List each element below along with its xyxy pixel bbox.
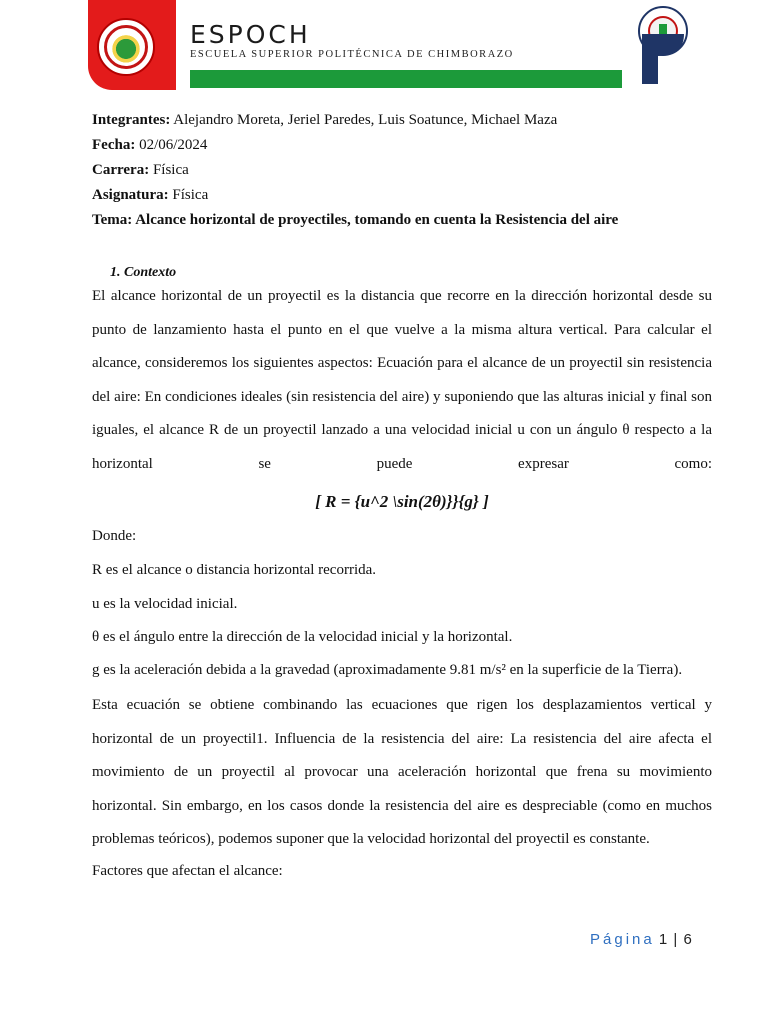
carrera-value: Física	[149, 162, 189, 178]
carrera-line	[92, 162, 189, 179]
definition-g: g es la aceleración debida a la gravedad (aproximadamente 9.81 m/s² en la superficie de la Tierra).	[92, 662, 683, 678]
donde-label: Donde:	[92, 528, 137, 544]
fecha-line	[92, 137, 207, 154]
definition-u: u es la velocidad inicial.	[92, 596, 238, 612]
espoch-crest-logo	[97, 18, 155, 76]
definition-theta: θ es el ángulo entre la dirección de la velocidad inicial y la horizontal.	[92, 629, 513, 645]
page-number: 1 | 6	[658, 931, 693, 948]
fecha-value: 02/06/2024	[135, 137, 208, 153]
paragraph-air-resistance: Esta ecuación se obtiene combinando las ecuaciones que rigen los desplazamientos vertical y horizontal de un proyectil1. Influencia de la resistencia del aire: La resistencia del aire afecta el movimiento de un proyectil al provocar una aceleración horizontal que frena su movimiento horizontal. Sin embargo, en los casos donde la resistencia del aire es despreciable (como en muchos problemas teóricos), podemos suponer que la velocidad horizontal del proyectil es constante.	[92, 697, 712, 847]
page-word: Página	[590, 931, 655, 948]
page-footer	[590, 931, 693, 948]
brand-name: ESPOCH	[190, 20, 311, 49]
asignatura-line	[92, 187, 208, 204]
paragraph-intro: El alcance horizontal de un proyectil es la distancia que recorre en la dirección horizontal desde su punto de lanzamiento hasta el punto en el que vuelve a la misma altura vertical. Para calcular el alcance, consideremos los siguientes aspectos: Ecuación para el alcance de un proyectil sin resistencia del aire: En condiciones ideales (sin resistencia del aire) y suponiendo que las alturas inicial y final son iguales, el alcance R de un proyectil lanzado a una velocidad inicial u con un ángulo θ respecto a la horizontal se puede expresar como:	[92, 288, 712, 472]
asignatura-value: Física	[168, 187, 209, 203]
integrantes-value: Alejandro Moreta, Jeriel Paredes, Luis Soatunce, Michael Maza	[170, 112, 558, 128]
asignatura-label: Asignatura:	[92, 187, 169, 203]
carrera-label: Carrera:	[92, 162, 150, 178]
section-title-contexto: 1. Contexto	[110, 265, 177, 280]
integrantes-label: Integrantes:	[92, 112, 171, 128]
integrantes-line	[92, 112, 557, 129]
definition-r: R es el alcance o distancia horizontal recorrida.	[92, 562, 377, 578]
header-green-bar	[190, 70, 622, 88]
tema-line: Tema: Alcance horizontal de proyectiles, tomando en cuenta la Resistencia del aire	[92, 212, 619, 228]
factores-line: Factores que afectan el alcance:	[92, 863, 283, 879]
faculty-logo	[636, 4, 690, 86]
brand-subtitle: ESCUELA SUPERIOR POLITÉCNICA DE CHIMBORAZO	[190, 49, 514, 60]
range-formula: [ R = {u^2 \sin(2θ)}}{g} ]	[315, 492, 489, 511]
fecha-label: Fecha:	[92, 137, 136, 153]
document-header	[0, 0, 768, 92]
